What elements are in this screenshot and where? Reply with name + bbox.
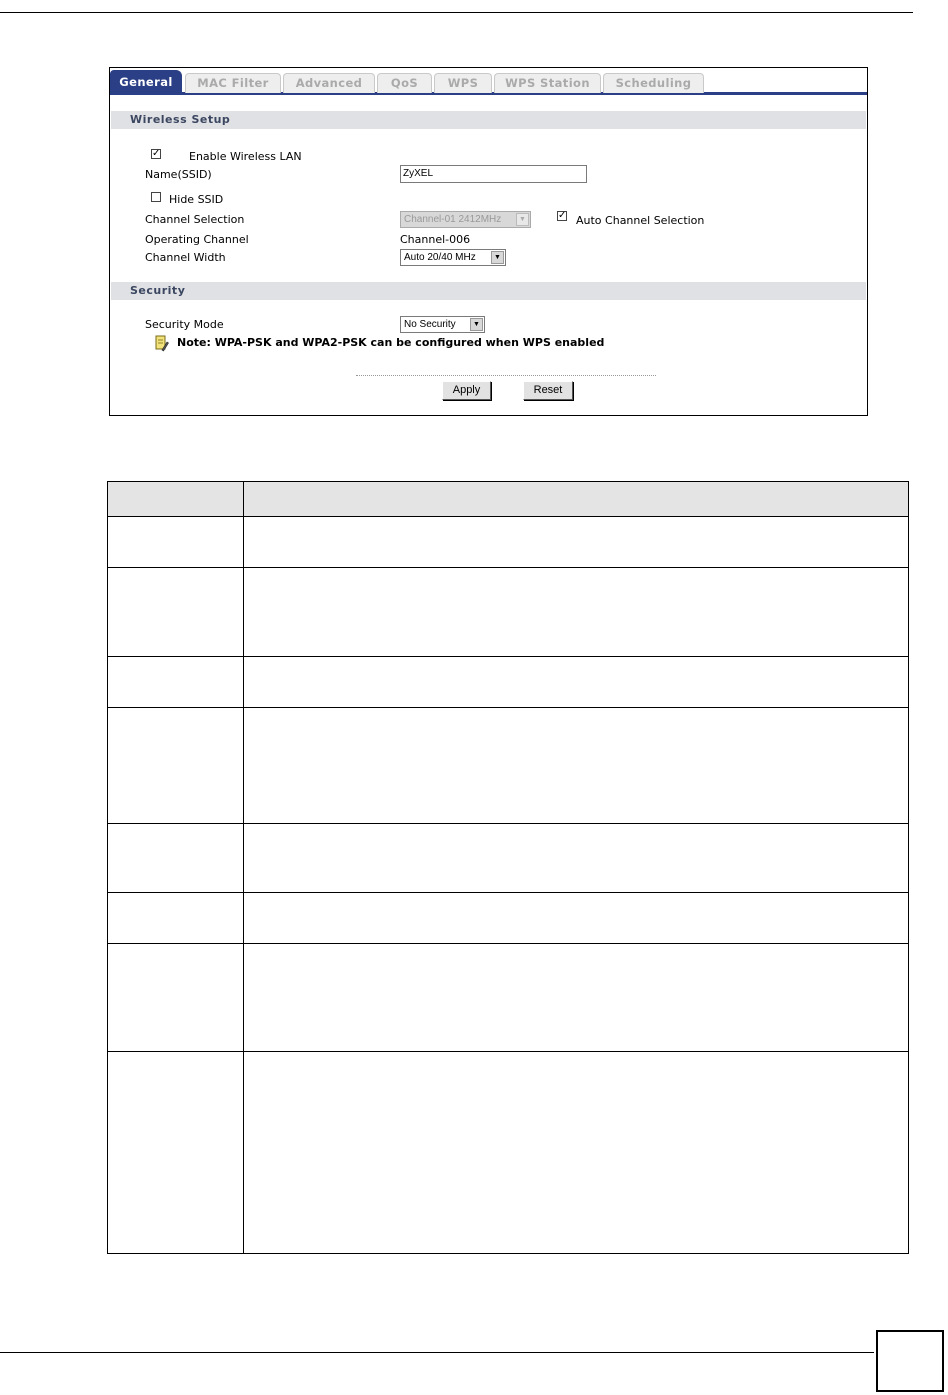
table-cell	[108, 517, 244, 568]
table-cell	[244, 893, 909, 944]
table-cell	[244, 1052, 909, 1254]
security-mode-label: Security Mode	[145, 318, 224, 331]
header-rule	[0, 12, 913, 13]
auto-channel-label: Auto Channel Selection	[576, 214, 705, 227]
security-header: Security	[111, 282, 866, 300]
wireless-settings-screenshot	[109, 67, 868, 416]
enable-wireless-lan-label: Enable Wireless LAN	[189, 150, 302, 163]
footer-rule	[0, 1352, 874, 1353]
tab-bar	[110, 68, 867, 95]
table-cell	[108, 893, 244, 944]
ssid-input[interactable]: ZyXEL	[400, 165, 587, 183]
channel-selection-label: Channel Selection	[145, 213, 245, 226]
enable-wireless-lan-checkbox[interactable]: ✓	[152, 148, 161, 159]
table-cell	[108, 1052, 244, 1254]
table-cell	[244, 568, 909, 657]
channel-width-select[interactable]	[400, 249, 506, 266]
table-row	[108, 708, 909, 824]
chevron-down-icon: ▼	[516, 213, 529, 226]
table-row	[108, 824, 909, 893]
tab-scheduling[interactable]: Scheduling	[603, 73, 704, 93]
tab-wps[interactable]: WPS	[434, 73, 492, 93]
table-cell	[108, 568, 244, 657]
wps-security-note: Note: WPA-PSK and WPA2-PSK can be configured when WPS enabled	[177, 336, 605, 349]
table-row	[108, 657, 909, 708]
table-cell	[108, 824, 244, 893]
wireless-setup-header: Wireless Setup	[111, 111, 866, 129]
chevron-down-icon: ▼	[470, 318, 483, 331]
reset-button[interactable]: Reset	[523, 381, 573, 400]
table-cell	[244, 824, 909, 893]
table-cell	[244, 708, 909, 824]
table-row	[108, 568, 909, 657]
channel-width-label: Channel Width	[145, 251, 226, 264]
hide-ssid-label: Hide SSID	[169, 193, 224, 206]
table-cell	[244, 517, 909, 568]
table-row	[108, 944, 909, 1052]
field-description-table	[107, 481, 909, 1254]
ssid-label: Name(SSID)	[145, 168, 212, 181]
tab-wps-station[interactable]: WPS Station	[494, 73, 601, 93]
table-row	[108, 517, 909, 568]
security-mode-value: No Security	[404, 319, 456, 330]
table-cell	[244, 657, 909, 708]
table-cell	[108, 657, 244, 708]
note-pencil-icon	[155, 335, 169, 352]
channel-selection-select[interactable]	[400, 211, 531, 228]
channel-width-value: Auto 20/40 MHz	[404, 252, 476, 263]
table-row	[108, 1052, 909, 1254]
table-cell	[108, 944, 244, 1052]
tab-advanced[interactable]: Advanced	[283, 73, 375, 93]
table-header-cell	[244, 482, 909, 517]
apply-button[interactable]: Apply	[442, 381, 491, 400]
table-header-row	[108, 482, 909, 517]
tab-general[interactable]: General	[110, 70, 182, 93]
tab-qos[interactable]: QoS	[377, 73, 432, 93]
page-number-box	[876, 1330, 944, 1392]
channel-selection-value: Channel-01 2412MHz	[404, 214, 502, 225]
tab-mac-filter[interactable]: MAC Filter	[185, 73, 281, 93]
table-cell	[244, 944, 909, 1052]
auto-channel-checkbox[interactable]: ✓	[558, 210, 567, 221]
chevron-down-icon: ▼	[491, 251, 504, 264]
operating-channel-value: Channel-006	[400, 233, 471, 246]
table-cell	[108, 708, 244, 824]
table-row	[108, 893, 909, 944]
security-mode-select[interactable]	[400, 316, 485, 333]
hide-ssid-checkbox[interactable]	[151, 192, 161, 202]
operating-channel-label: Operating Channel	[145, 233, 249, 246]
table-header-cell	[108, 482, 244, 517]
divider	[356, 375, 656, 376]
